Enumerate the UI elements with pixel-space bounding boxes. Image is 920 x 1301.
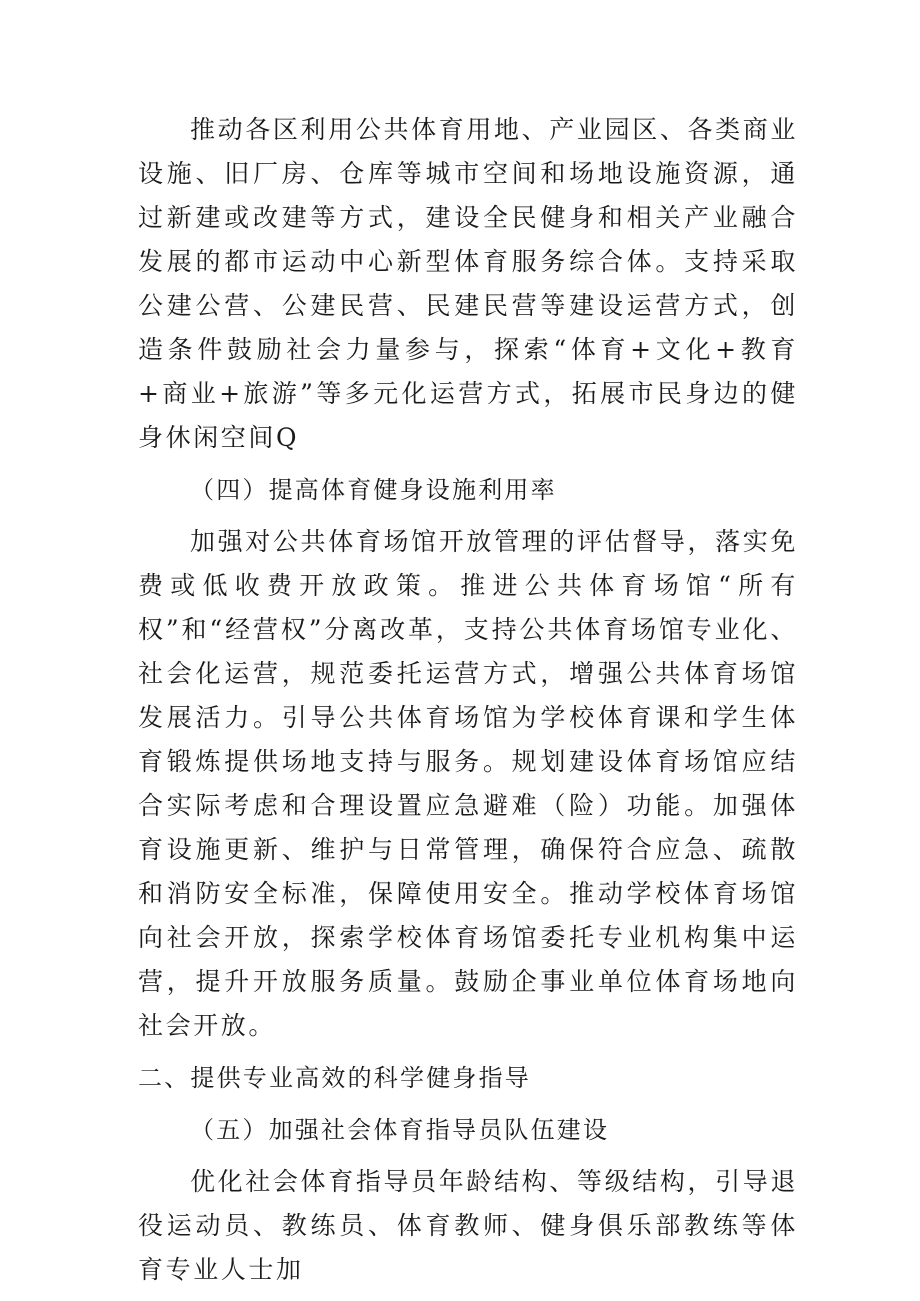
document-body	[138, 108, 798, 1292]
subheading-facility-utilization: （四）提高体育健身设施利用率	[190, 476, 557, 504]
paragraph-stadium-management: 加强对公共体育场馆开放管理的评估督导，落实免费或低收费开放政策。推进公共体育场馆“所有权”和“经营权”分离改革，支持公共体育场馆专业化、社会化运营，规范委托运营方式，增强公共体育场馆发展活力。引导公共体育场馆为学校体育课和学生体育锻炼提供场地支持与服务。规划建设体育场馆应结合实际考虑和合理设置应急避难（险）功能。加强体育设施更新、维护与日常管理，确保符合应急、疏散和消防安全标准，保障使用安全。推动学校体育场馆向社会开放，探索学校体育场馆委托专业机构集中运营，提升开放服务质量。鼓励企事业单位体育场地向社会开放。	[138, 527, 798, 1040]
subheading-instructor-team: （五）加强社会体育指导员队伍建设	[190, 1116, 610, 1144]
paragraph-instructor-structure: 优化社会体育指导员年龄结构、等级结构，引导退役运动员、教练员、体育教师、健身俱乐部教练等体育专业人士加	[138, 1167, 798, 1284]
paragraph-sports-complex: 推动各区利用公共体育用地、产业园区、各类商业设施、旧厂房、仓库等城市空间和场地设施资源，通过新建或改建等方式，建设全民健身和相关产业融合发展的都市运动中心新型体育服务综合体。支持采取公建公营、公建民营、民建民营等建设运营方式，创造条件鼓励社会力量参与，探索“体育+文化+教育+商业+旅游”等多元化运营方式，拓展市民身边的健身休闲空间Q	[138, 115, 798, 452]
section-heading-fitness-guidance: 二、提供专业高效的科学健身指导	[138, 1064, 531, 1092]
